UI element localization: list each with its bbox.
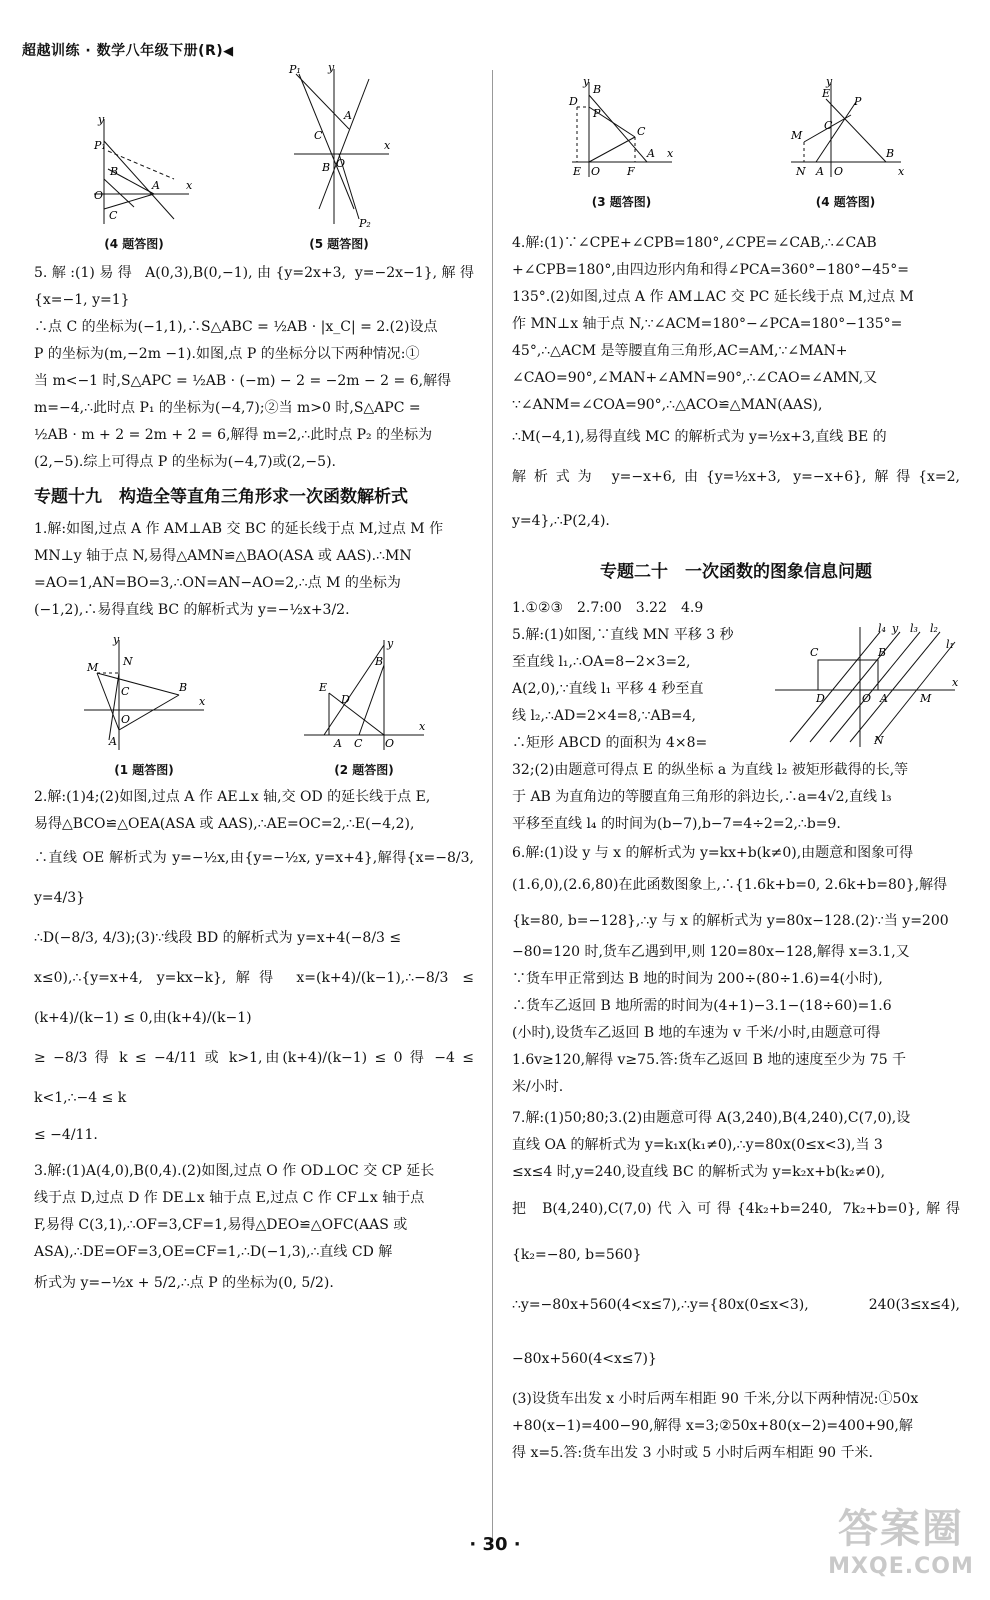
page-header [22, 40, 234, 60]
svg-text:l₂: l₂ [930, 622, 938, 635]
svg-text:P₁: P₁ [94, 139, 106, 152]
caption-s19-q2: (2 题答图) [334, 763, 394, 777]
s19-q2-line: ∴D(−8/3, 4/3);(3)∵线段 BD 的解析式为 y=x+4(−8/3 ≤ [34, 930, 402, 946]
svg-text:B: B [592, 83, 601, 96]
svg-text:A: A [880, 692, 888, 705]
r-q4-line: 135°.(2)如图,过点 A 作 AM⊥AC 交 PC 延长线于点 M,过点 M [512, 289, 914, 305]
s20-q6-line: −80=120 时,货车乙遇到甲,则 120=80x−128,解得 x=3.1,又 [512, 944, 910, 960]
column-divider [492, 70, 493, 1540]
svg-text:A: A [344, 109, 352, 122]
svg-text:P₁: P₁ [289, 63, 301, 76]
s20-q6-solution [512, 840, 960, 1101]
svg-text:y: y [387, 637, 394, 650]
figure-s19-q1 [79, 635, 209, 778]
svg-text:B: B [322, 161, 331, 174]
caption-s19-q1: (1 题答图) [114, 763, 174, 777]
svg-text:y: y [113, 635, 120, 646]
r-q4-line: ∠CAO=90°,∠MAN+∠AMN=90°,∴∠CAO=∠AMN,又 [512, 370, 878, 386]
s20-q6-line: 1.6v≥120,解得 v≥75.答:货车乙返回 B 地的速度至少为 75 千 [512, 1052, 907, 1068]
figure-q5 [284, 59, 394, 252]
svg-text:B: B [179, 681, 188, 694]
s20-q6-line: 6.解:(1)设 y 与 x 的解析式为 y=kx+b(k≠0),由题意和图象可得 [512, 845, 914, 861]
svg-text:O: O [336, 157, 346, 170]
svg-text:C: C [314, 129, 323, 142]
section-19-figures [34, 628, 474, 778]
svg-text:O: O [121, 713, 131, 726]
s20-q7-line: 直线 OA 的解析式为 y=k₁x(k₁≠0),∴y=80x(0≤x<3),当 3 [512, 1137, 883, 1153]
s19-q3-solution [34, 1158, 474, 1300]
q5-line: P 的坐标为(m,−2m −1).如图,点 P 的坐标分以下两种情况:① [34, 346, 420, 362]
s20-q5-line: A(2,0),∵直线 l₁ 平移 4 秒至直 [512, 681, 704, 697]
s20-q7-line: 得 x=5.答:货车出发 3 小时或 5 小时后两车相距 90 千米. [512, 1445, 873, 1461]
caption-q4: (4 题答图) [104, 237, 164, 251]
svg-text:C: C [354, 737, 363, 750]
svg-text:A: A [334, 737, 342, 750]
svg-text:l₁: l₁ [946, 638, 954, 651]
s19-q2-line: ∴直线 OE 解析式为 y=−½x,由{y=−½x, y=x+4},解得{x=−8/3, y=4/3} [34, 850, 474, 906]
s20-q7-line: 7.解:(1)50;80;3.(2)由题意可得 A(3,240),B(4,240),C(7,0),设 [512, 1110, 911, 1126]
svg-text:A: A [646, 147, 655, 160]
r-q4-line: 4.解:(1)∵∠CPE+∠CPB=180°,∠CPE=∠CAB,∴∠CAB [512, 235, 877, 251]
svg-text:C: C [636, 125, 645, 138]
svg-text:A: A [152, 179, 160, 192]
r-q4-line: ∴M(−4,1),易得直线 MC 的解析式为 y=½x+3,直线 BE 的 [512, 429, 887, 445]
header-marker: ◀ [223, 44, 234, 59]
s20-q6-line: ∵货车甲正常到达 B 地的时间为 200÷(80÷1.6)=4(小时), [512, 971, 883, 987]
svg-text:x: x [897, 165, 904, 178]
s20-q6-line: ∴货车乙返回 B 地所需的时间为(4+1)−3.1−(18÷60)=1.6 [512, 998, 892, 1014]
svg-text:D: D [568, 95, 578, 108]
s19-q2-line: ≥ −8/3 得 k ≤ −4/11 或 k>1,由(k+4)/(k−1) ≤ 0 得 −4 ≤ k<1,∴−4 ≤ k [34, 1050, 474, 1106]
s19-q2-line: 2.解:(1)4;(2)如图,过点 A 作 AE⊥x 轴,交 OD 的延长线于点 E, [34, 789, 431, 805]
s19-q2-line: 易得△BCO≌△OEA(ASA 或 AAS),∴AE=OC=2,∴E(−4,2), [34, 816, 415, 832]
s19-q2-line: ≤ −4/11. [34, 1127, 98, 1143]
s19-q1-line: MN⊥y 轴于点 N,易得△AMN≌△BAO(ASA 或 AAS).∴MN [34, 548, 412, 564]
s20-q6-line: 米/小时. [512, 1079, 564, 1095]
s20-q5-block [512, 622, 960, 838]
right-column [512, 60, 960, 1467]
s19-q1-line: =AO=1,AN=BO=3,∴ON=AN−AO=2,∴点 M 的坐标为 [34, 575, 401, 591]
svg-text:E: E [821, 87, 830, 100]
svg-text:E: E [572, 165, 581, 178]
left-column [34, 60, 474, 1300]
svg-text:B: B [110, 165, 119, 178]
svg-text:D: D [816, 692, 825, 705]
svg-text:O: O [385, 737, 395, 750]
svg-text:B: B [878, 646, 887, 659]
svg-text:O: O [862, 692, 872, 705]
svg-text:B: B [885, 147, 894, 160]
svg-text:C: C [823, 119, 832, 132]
s20-q7-line: ∴y=−80x+560(4<x≤7),∴y={80x(0≤x<3), 240(3≤x≤4), −80x+560(4<x≤7)} [512, 1297, 960, 1367]
s19-q3-line: F,易得 C(3,1),∴OF=3,CF=1,易得△DEO≌△OFC(AAS 或 [34, 1217, 408, 1233]
s19-q2-line: x≤0),∴{y=x+4, y=kx−k},解得 x=(k+4)/(k−1),∴−8/3 ≤ (k+4)/(k−1) ≤ 0,由(k+4)/(k−1) [34, 970, 474, 1026]
svg-text:x: x [186, 179, 193, 192]
s20-q6-line: (1.6,0),(2.6,80)在此函数图象上,∴{1.6k+b=0, 2.6k+b=80},解得 [512, 877, 948, 893]
svg-text:O: O [94, 189, 104, 202]
svg-text:M: M [87, 661, 99, 674]
q5-line: m=−4,∴此时点 P₁ 的坐标为(−4,7);②当 m>0 时,S△APC = [34, 400, 421, 416]
svg-text:N: N [874, 734, 884, 747]
s20-q1-4-answers: 1.①②③ 2.7:00 3.22 4.9 [512, 600, 704, 616]
svg-text:y: y [328, 61, 335, 74]
svg-text:O: O [833, 165, 843, 178]
figure-s20-q5-graph [770, 622, 960, 752]
s19-q1-line: (−1,2),∴易得直线 BC 的解析式为 y=−½x+3/2. [34, 602, 350, 618]
q5-line: (2,−5).综上可得点 P 的坐标为(−4,7)或(2,−5). [34, 454, 336, 470]
s20-q5-line: ∴矩形 ABCD 的面积为 4×8= [512, 735, 708, 751]
s19-q2-solution [34, 784, 474, 1152]
r-q4-line: ∵∠ANM=∠COA=90°,∴△ACO≌△MAN(AAS), [512, 397, 823, 413]
svg-text:B: B [375, 655, 384, 668]
svg-text:x: x [419, 720, 426, 733]
s20-q5-line: 平移至直线 l₄ 的时间为(b−7),b−7=4÷2=2,∴b=9. [512, 816, 841, 832]
r-q4-line: 45°,∴△ACM 是等腰直角三角形,AC=AM,∵∠MAN+ [512, 343, 848, 359]
watermark-line2: MXQE.COM [828, 1554, 974, 1579]
figure-r-q4 [786, 77, 906, 210]
svg-text:x: x [199, 695, 206, 708]
figure-r-q3-graph [567, 77, 677, 187]
svg-text:E: E [319, 681, 328, 694]
svg-text:y: y [892, 622, 899, 635]
figure-r-q3 [567, 77, 677, 210]
s20-q6-line: (小时),设货车乙返回 B 地的车速为 v 千米/小时,由题意可得 [512, 1025, 881, 1041]
watermark [826, 1505, 976, 1593]
s20-q5-line: 于 AB 为直角边的等腰直角三角形的斜边长,∴a=4√2,直线 l₃ [512, 789, 892, 805]
q5-line: ∴点 C 的坐标为(−1,1),∴S△ABC = ½AB · |x_C| = 2.(2)设点 [34, 319, 438, 335]
r-q4-line: +∠CPB=180°,由四边形内角和得∠PCA=360°−180°−45°= [512, 262, 909, 278]
figure-s19-q2-graph [299, 635, 429, 755]
svg-text:C: C [109, 209, 118, 222]
r-q4-line: 解析式为 y=−x+6,由{y=½x+3, y=−x+6},解得{x=2, y=4},∴P(2,4). [512, 469, 960, 529]
svg-text:O: O [590, 165, 600, 178]
s20-q5-line: 5.解:(1)如图,∵直线 MN 平移 3 秒 [512, 627, 734, 643]
svg-text:y: y [98, 113, 105, 126]
s19-q3-line: 线于点 D,过点 D 作 DE⊥x 轴于点 E,过点 C 作 CF⊥x 轴于点 [34, 1190, 425, 1206]
caption-r-q3: (3 题答图) [591, 195, 652, 209]
q5-line: ½AB · m + 2 = 2m + 2 = 6,解得 m=2,∴此时点 P₂ 的坐标为 [34, 427, 433, 443]
right-top-figures [512, 60, 960, 210]
q5-line: 5.解:(1)易得 A(0,3),B(0,−1),由{y=2x+3, y=−2x−1},解得{x=−1, y=1} [34, 265, 474, 308]
s20-q7-line: ≤x≤4 时,y=240,设直线 BC 的解析式为 y=k₂x+b(k₂≠0), [512, 1164, 886, 1180]
svg-text:P: P [853, 95, 861, 108]
svg-text:A: A [815, 165, 824, 178]
page-number: · 30 · [469, 1534, 521, 1555]
svg-text:P: P [592, 107, 600, 120]
svg-text:A: A [109, 735, 117, 748]
q5-solution [34, 260, 474, 476]
s20-q6-line: {k=80, b=−128},∴y 与 x 的解析式为 y=80x−128.(2)∵当 y=200 [512, 913, 949, 929]
svg-text:l₃: l₃ [910, 622, 918, 635]
s19-q3-line: ASA),∴DE=OF=3,OE=CF=1,∴D(−1,3),∴直线 CD 解 [34, 1244, 393, 1260]
svg-text:M: M [790, 129, 802, 142]
svg-text:y: y [825, 77, 832, 88]
svg-text:x: x [952, 676, 959, 689]
svg-text:F: F [626, 165, 635, 178]
s20-q7-line: +80(x−1)=400−90,解得 x=3;②50x+80(x−2)=400+90,解 [512, 1418, 913, 1434]
s19-q1-solution [34, 516, 474, 624]
section-20-title: 专题二十 一次函数的图象信息问题 [600, 562, 872, 582]
caption-r-q4: (4 题答图) [815, 195, 876, 209]
s19-q3-line: 析式为 y=−½x + 5/2,∴点 P 的坐标为(0, 5/2). [34, 1275, 334, 1291]
figure-s19-q2 [299, 635, 429, 778]
s20-q7-line: 把 B(4,240),C(7,0)代入可得{4k₂+b=240, 7k₂+b=0},解得{k₂=−80, b=560} [512, 1201, 960, 1263]
figure-q5-graph [284, 59, 394, 229]
svg-text:D: D [341, 693, 350, 706]
r-q4-line: 作 MN⊥x 轴于点 N,∵∠ACM=180°−∠PCA=180°−135°= [512, 316, 903, 332]
r-q4-solution [512, 230, 960, 543]
svg-text:P₂: P₂ [359, 217, 371, 229]
s20-q5-line: 32;(2)由题意可得点 E 的纵坐标 a 为直线 l₂ 被矩形截得的长,等 [512, 762, 909, 778]
figure-q4 [74, 79, 194, 252]
svg-text:x: x [384, 139, 391, 152]
svg-text:C: C [810, 646, 819, 659]
s20-q5-line: 线 l₂,∴AD=2×4=8,∵AB=4, [512, 708, 696, 724]
figure-r-q4-graph [786, 77, 906, 187]
svg-text:l₄: l₄ [878, 622, 886, 635]
s20-q5-line: 至直线 l₁,∴OA=8−2×3=2, [512, 654, 691, 670]
figure-s19-q1-graph [79, 635, 209, 755]
figure-q4-graph [74, 79, 194, 229]
svg-text:C: C [121, 685, 130, 698]
header-title: 超越训练 · 数学八年级下册(R) [22, 43, 224, 59]
watermark-line1: 答案圈 [838, 1506, 964, 1552]
s20-q7-line: (3)设货车出发 x 小时后两车相距 90 千米,分以下两种情况:①50x [512, 1391, 919, 1407]
left-top-figures [74, 60, 394, 252]
svg-text:M: M [920, 692, 932, 705]
section-19-title: 专题十九 构造全等直角三角形求一次函数解析式 [34, 487, 408, 507]
s19-q3-line: 3.解:(1)A(4,0),B(0,4).(2)如图,过点 O 作 OD⊥OC 交 CP 延长 [34, 1163, 435, 1179]
svg-text:N: N [123, 655, 133, 668]
svg-text:N: N [795, 165, 806, 178]
s20-q7-solution [512, 1105, 960, 1467]
q5-line: 当 m<−1 时,S△APC = ½AB · (−m) − 2 = −2m − 2 = 6,解得 [34, 373, 452, 389]
caption-q5: (5 题答图) [309, 237, 369, 251]
svg-text:x: x [666, 147, 673, 160]
svg-text:y: y [582, 77, 589, 88]
s19-q1-line: 1.解:如图,过点 A 作 AM⊥AB 交 BC 的延长线于点 M,过点 M 作 [34, 521, 444, 537]
